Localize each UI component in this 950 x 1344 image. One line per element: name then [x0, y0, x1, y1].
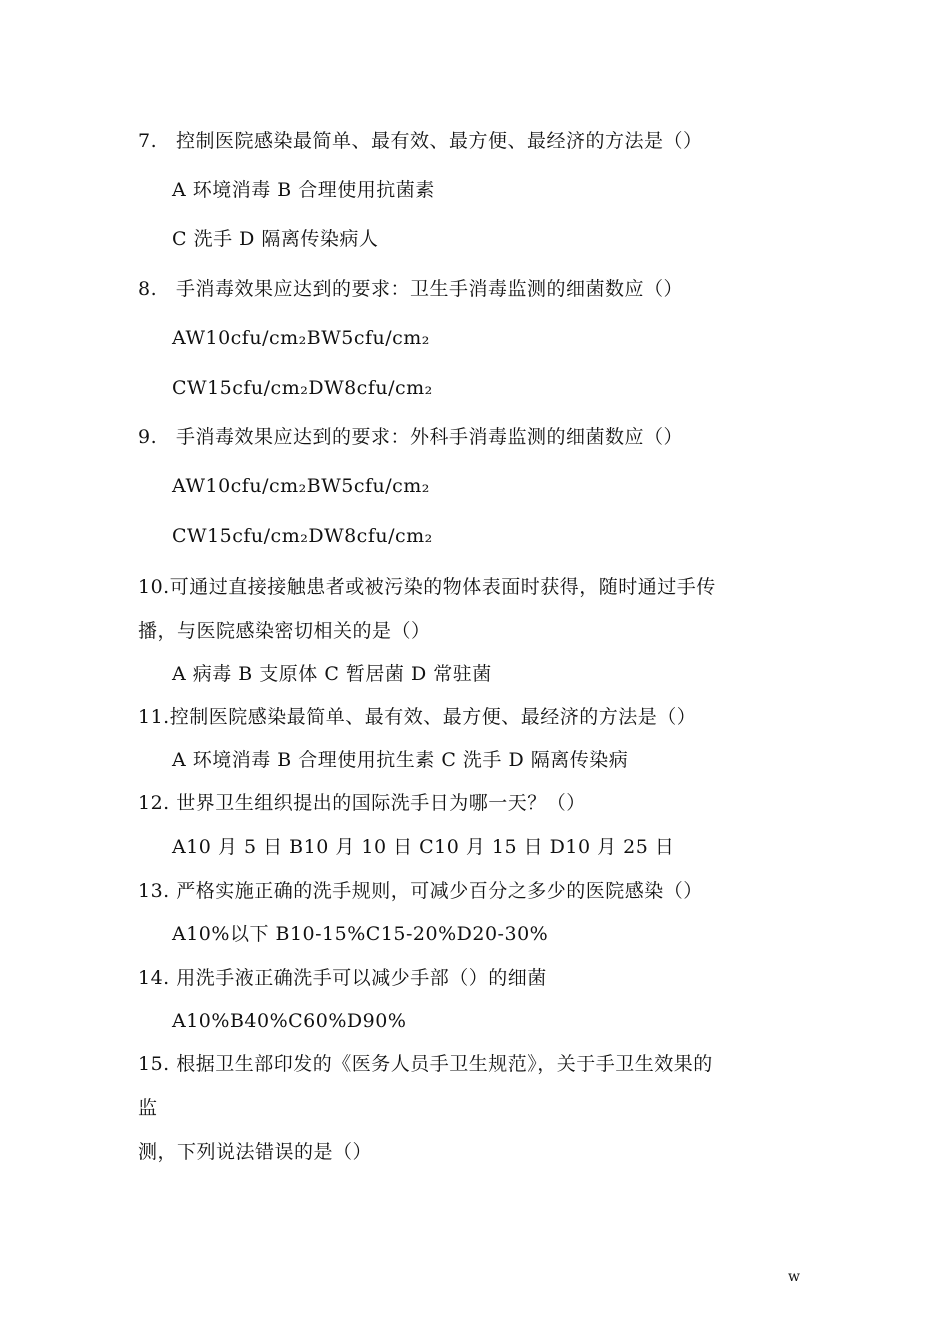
question-12-stem: [138, 791, 586, 815]
question-15-stem-line-3: 测，下列说法错误的是（）: [138, 1141, 373, 1163]
question-text: 严格实施正确的洗手规则，可减少百分之多少的医院感染（）: [176, 880, 703, 902]
question-text: 控制医院感染最简单、最有效、最方便、最经济的方法是（）: [169, 706, 697, 728]
question-8-stem: [138, 277, 683, 301]
question-text: 控制医院感染最简单、最有效、最方便、最经济的方法是（）: [176, 130, 703, 152]
question-7-option-line-2: C 洗手 D 隔离传染病人: [172, 228, 379, 250]
page-footer-mark: w: [788, 1269, 800, 1285]
question-12-options: A10 月 5 日 B10 月 10 日 C10 月 15 日 D10 月 25 日: [172, 836, 675, 858]
question-13-stem: [138, 879, 703, 903]
question-8-option-line-1: AW10cfu/cm₂BW5cfu/cm₂: [172, 327, 430, 349]
question-text: 根据卫生部印发的《医务人员手卫生规范》，关于手卫生效果的: [176, 1053, 713, 1075]
question-number: 15.: [138, 1053, 170, 1075]
question-text: 世界卫生组织提出的国际洗手日为哪一天？（）: [176, 792, 586, 814]
question-text: 可通过直接接触患者或被污染的物体表面时获得，随时通过手传: [169, 576, 716, 598]
question-text: 手消毒效果应达到的要求：外科手消毒监测的细菌数应（）: [176, 426, 684, 448]
question-10-stem-line-2: 播，与医院感染密切相关的是（）: [138, 620, 431, 642]
question-15-stem-line-1: [138, 1052, 713, 1076]
question-number: 10.: [138, 576, 170, 598]
question-text: 手消毒效果应达到的要求：卫生手消毒监测的细菌数应（）: [176, 278, 684, 300]
question-text: 用洗手液正确洗手可以减少手部（）的细菌: [176, 967, 547, 989]
question-11-stem: [138, 705, 696, 729]
question-number: 13.: [138, 880, 170, 902]
question-8-option-line-2: CW15cfu/cm₂DW8cfu/cm₂: [172, 377, 433, 399]
question-9-option-line-1: AW10cfu/cm₂BW5cfu/cm₂: [172, 475, 430, 497]
question-number: 9.: [138, 426, 158, 448]
question-7-option-line-1: A 环境消毒 B 合理使用抗菌素: [172, 179, 435, 201]
question-number: 8.: [138, 278, 158, 300]
question-11-options: A 环境消毒 B 合理使用抗生素 C 洗手 D 隔离传染病: [172, 749, 629, 771]
question-14-options: A10%B40%C60%D90%: [172, 1010, 407, 1032]
question-14-stem: [138, 966, 547, 990]
question-number: 12.: [138, 792, 170, 814]
question-13-options: A10%以下 B10-15%C15-20%D20-30%: [172, 923, 549, 945]
question-10-options: A 病毒 B 支原体 C 暂居菌 D 常驻菌: [172, 663, 492, 685]
question-10-stem-line-1: [138, 575, 716, 599]
question-number: 7.: [138, 130, 158, 152]
question-9-stem: [138, 425, 683, 449]
question-9-option-line-2: CW15cfu/cm₂DW8cfu/cm₂: [172, 525, 433, 547]
question-number: 11.: [138, 706, 170, 728]
question-15-stem-line-2: 监: [138, 1097, 158, 1119]
question-7-stem: [138, 129, 703, 153]
question-number: 14.: [138, 967, 170, 989]
